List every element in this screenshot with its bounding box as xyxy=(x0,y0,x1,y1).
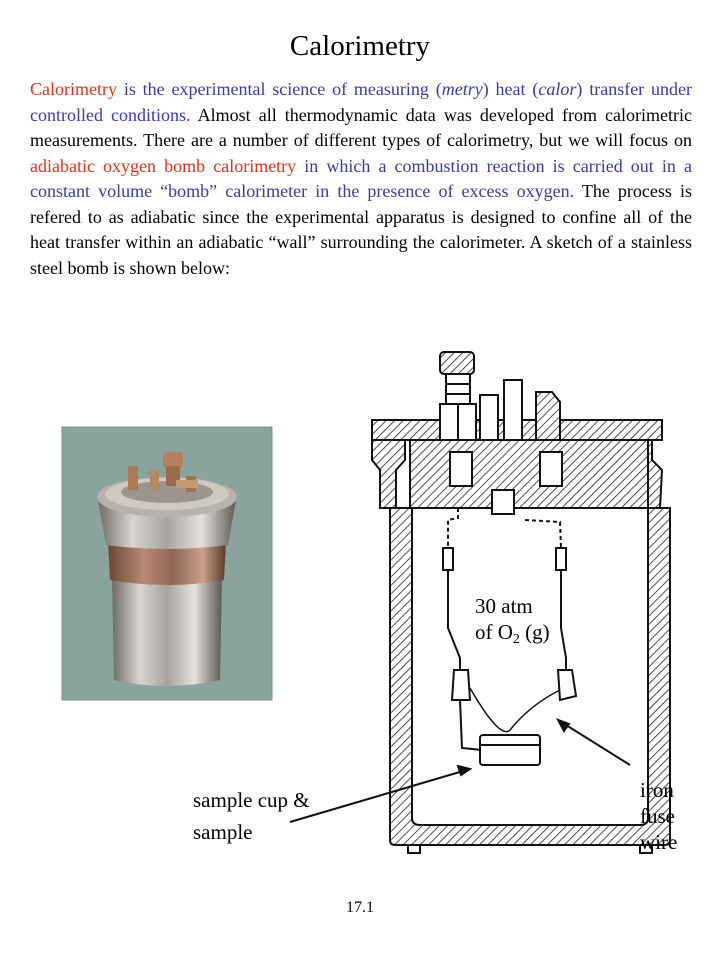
para-text-2: ) heat ( xyxy=(482,79,539,99)
fuse-label-line2: fuse xyxy=(640,804,675,828)
para-text-5: in which a combustion reaction is carried out in a constant volume “bomb” calorimeter in the presence of excess oxygen. xyxy=(30,155,692,201)
term-adiabatic-bomb: adiabatic oxygen bomb calorimetry xyxy=(30,155,297,176)
gas-label xyxy=(475,619,550,653)
para-text-3: ) transfer under controlled conditions. xyxy=(30,79,692,125)
gas-suffix: (g) xyxy=(519,620,550,644)
fuse-label-line1: iron xyxy=(640,778,674,802)
sample-label-line2: sample xyxy=(193,820,253,844)
term-calor: calor xyxy=(538,79,577,99)
pressure-value: 30 atm xyxy=(475,594,533,618)
term-metry: metry xyxy=(441,79,483,99)
page-number: 17.1 xyxy=(346,899,374,916)
bomb-calorimeter-photo xyxy=(62,427,272,700)
gas-prefix: of O xyxy=(475,620,513,644)
page-title: Calorimetry xyxy=(289,30,431,62)
fuse-wire-label xyxy=(640,777,677,855)
para-text-1: is the experimental science of measuring ( xyxy=(116,79,442,99)
para-text-4: Almost all thermodynamic data was developed from calorimetric measurements. There are a number of different types of calorimetry, but we will focus on xyxy=(30,104,692,150)
pressure-label xyxy=(475,593,550,653)
gas-subscript: 2 xyxy=(512,632,520,647)
sample-cup-label xyxy=(193,787,310,845)
sample-label-line1: sample cup & xyxy=(193,788,310,812)
fuse-label-line3: wire xyxy=(640,830,678,854)
term-calorimetry: Calorimetry xyxy=(30,79,117,99)
para-text-6: The process is refered to as adiabatic since the experimental apparatus is designed to confine all of the heat transfer within an adiabatic “wall” surrounding the calorimeter. A sketch of a stainless steel bomb is shown below: xyxy=(30,181,692,278)
